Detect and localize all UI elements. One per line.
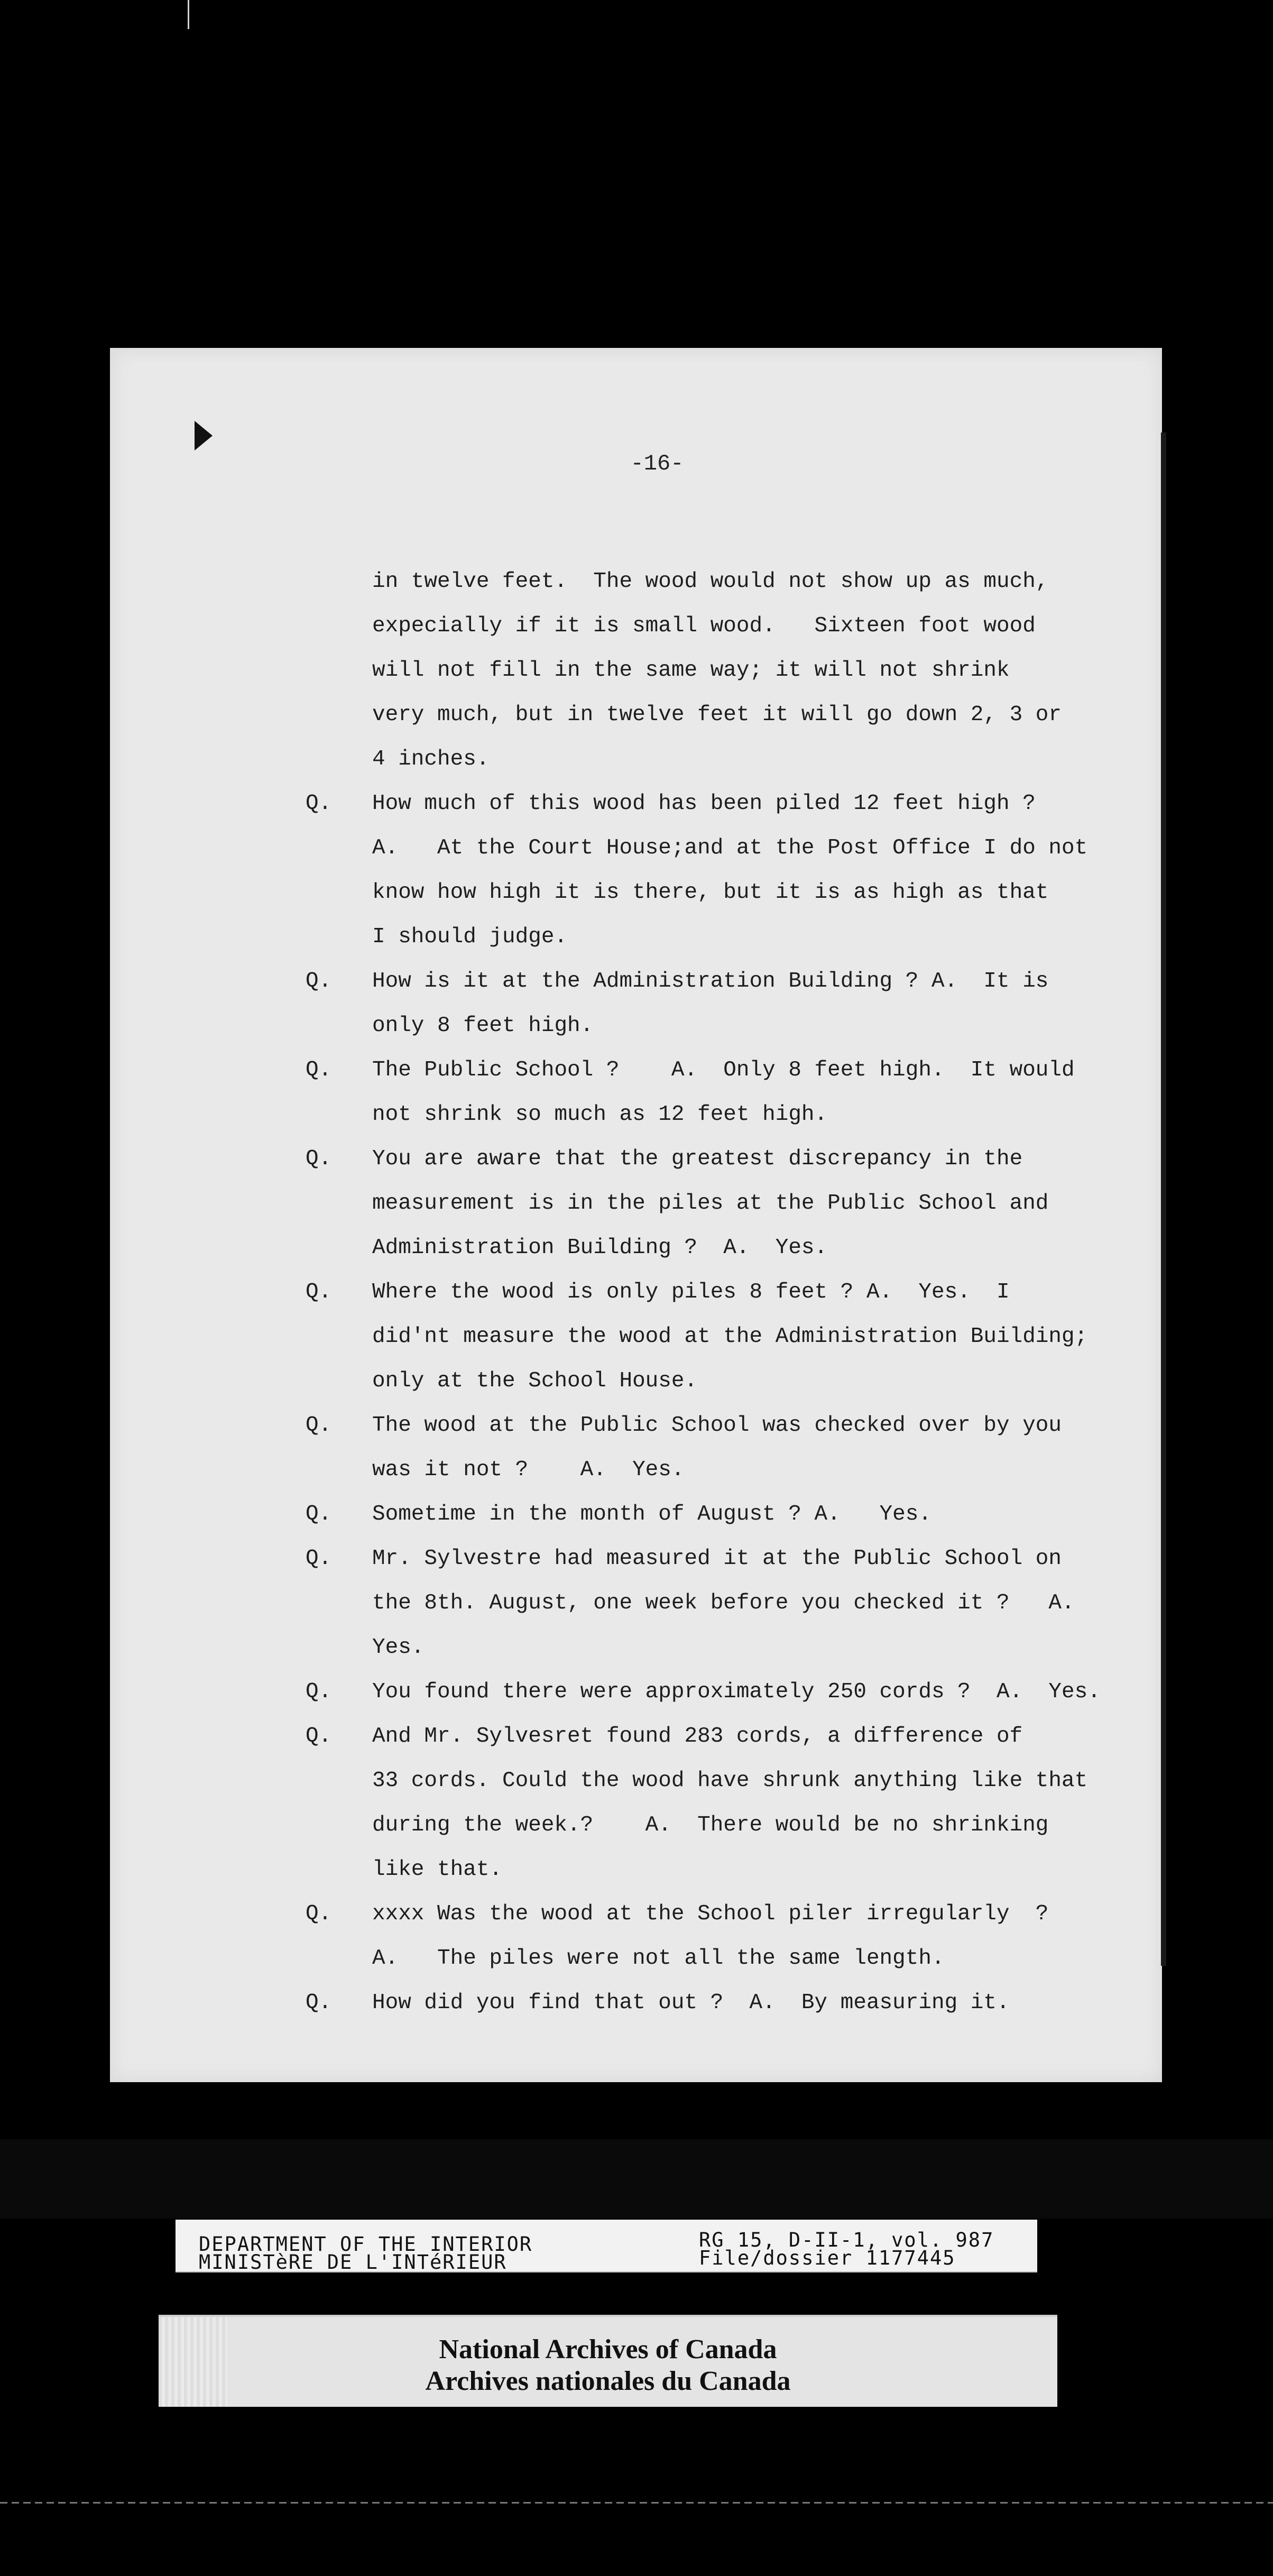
transcript-line — [110, 1048, 1162, 1092]
line-text: like that. — [372, 1857, 503, 1882]
transcript-line — [110, 1270, 1162, 1314]
department-name-fr: MINISTèRE DE L'INTéRIEUR — [199, 2251, 507, 2274]
question-marker: Q. — [306, 1991, 332, 2015]
line-text: Where the wood is only piles 8 feet ? A. Yes. I — [372, 1280, 1010, 1304]
record-group-reference: RG 15, D-II-1, vol. 987 — [699, 2229, 994, 2251]
department-name — [199, 2233, 533, 2274]
transcript-line — [110, 1892, 1162, 1936]
line-text: Yes. — [372, 1635, 425, 1660]
scan-edge-line — [0, 2502, 1273, 2504]
question-marker: Q. — [306, 1680, 332, 1704]
line-text: The wood at the Public School was checked over by you — [372, 1413, 1062, 1438]
line-text: How did you find that out ? A. By measuring it. — [372, 1991, 1010, 2015]
transcript-line — [110, 1670, 1162, 1714]
page-number: -16- — [630, 451, 684, 476]
transcript-line — [110, 1181, 1162, 1226]
transcript-line — [110, 1314, 1162, 1359]
line-text: Mr. Sylvestre had measured it at the Public School on — [372, 1547, 1062, 1571]
line-text: expecially if it is small wood. Sixteen foot wood — [372, 614, 1036, 638]
question-marker: Q. — [306, 1502, 332, 1526]
document-page — [110, 348, 1162, 2082]
line-text: A. At the Court House;and at the Post Office I do not — [372, 836, 1088, 860]
transcript-line — [110, 1936, 1162, 1981]
archives-name-fr: Archives nationales du Canada — [425, 2366, 791, 2396]
transcript-line — [110, 826, 1162, 870]
line-text: A. The piles were not all the same length. — [372, 1946, 945, 1971]
transcript-line — [110, 1226, 1162, 1270]
transcript-line — [110, 1714, 1162, 1759]
line-text: The Public School ? A. Only 8 feet high. It would — [372, 1058, 1075, 1082]
line-text: You found there were approximately 250 cords ? A. Yes. — [372, 1680, 1101, 1704]
line-text: during the week.? A. There would be no shrinking — [372, 1813, 1049, 1837]
transcript-line — [110, 1581, 1162, 1625]
file-reference: File/dossier 1177445 — [699, 2247, 956, 2269]
line-text: 4 inches. — [372, 747, 490, 771]
transcript-line — [110, 1981, 1162, 2025]
line-text: very much, but in twelve feet it will go down 2, 3 or — [372, 703, 1062, 727]
transcript-line — [110, 781, 1162, 826]
transcript-line — [110, 1448, 1162, 1492]
transcript-line — [110, 1492, 1162, 1537]
transcript-line — [110, 1625, 1162, 1670]
transcript-line — [110, 648, 1162, 693]
department-name-en: DEPARTMENT OF THE INTERIOR — [199, 2233, 533, 2256]
punch-hole-mark-icon — [195, 421, 213, 450]
transcript-line — [110, 1537, 1162, 1581]
line-text: How much of this wood has been piled 12 feet high ? — [372, 792, 1036, 816]
line-text: How is it at the Administration Building ? A. It is — [372, 969, 1049, 993]
line-text: I should judge. — [372, 925, 568, 949]
transcript-line — [110, 870, 1162, 915]
line-text: will not fill in the same way; it will not shrink — [372, 658, 1010, 683]
transcript-line — [110, 737, 1162, 781]
transcript-line — [110, 1759, 1162, 1803]
question-marker: Q. — [306, 969, 332, 993]
line-text: only 8 feet high. — [372, 1014, 594, 1038]
line-text: know how high it is there, but it is as high as that — [372, 880, 1049, 905]
transcript-line — [110, 915, 1162, 959]
transcript-line — [110, 604, 1162, 648]
line-text: Sometime in the month of August ? A. Yes. — [372, 1502, 931, 1526]
line-text: the 8th. August, one week before you checked it ? A. — [372, 1591, 1075, 1615]
line-text: not shrink so much as 12 feet high. — [372, 1102, 828, 1127]
question-marker: Q. — [306, 1547, 332, 1571]
transcript-body — [110, 559, 1162, 2025]
question-marker: Q. — [306, 1280, 332, 1304]
transcript-line — [110, 1137, 1162, 1181]
record-reference — [699, 2231, 994, 2267]
question-marker: Q. — [306, 1413, 332, 1438]
scanner-background-strip — [0, 2139, 1273, 2219]
line-text: You are aware that the greatest discrepancy in the — [372, 1147, 1023, 1171]
transcript-line — [110, 1803, 1162, 1847]
question-marker: Q. — [306, 1902, 332, 1926]
scan-edge-mark — [188, 0, 189, 29]
line-text: in twelve feet. The wood would not show up as much, — [372, 569, 1049, 594]
transcript-line — [110, 959, 1162, 1004]
line-text: 33 cords. Could the wood have shrunk anything like that — [372, 1769, 1088, 1793]
transcript-line — [110, 1403, 1162, 1448]
transcript-line — [110, 1092, 1162, 1137]
line-text: Administration Building ? A. Yes. — [372, 1236, 828, 1260]
line-text: did'nt measure the wood at the Administration Building; — [372, 1324, 1088, 1349]
transcript-line — [110, 1847, 1162, 1892]
question-marker: Q. — [306, 792, 332, 816]
question-marker: Q. — [306, 1147, 332, 1171]
transcript-line — [110, 1004, 1162, 1048]
line-text: only at the School House. — [372, 1369, 698, 1393]
transcript-line — [110, 1359, 1162, 1403]
question-marker: Q. — [306, 1724, 332, 1749]
transcript-line — [110, 693, 1162, 737]
line-text: And Mr. Sylvesret found 283 cords, a difference of — [372, 1724, 1023, 1749]
national-archives-stamp — [159, 2315, 1057, 2407]
archive-reference-label — [176, 2220, 1037, 2273]
line-text: measurement is in the piles at the Public School and — [372, 1191, 1049, 1216]
line-text: xxxx Was the wood at the School piler irregularly ? — [372, 1902, 1049, 1926]
line-text: was it not ? A. Yes. — [372, 1458, 685, 1482]
archives-name-en: National Archives of Canada — [439, 2334, 777, 2365]
transcript-line — [110, 559, 1162, 604]
question-marker: Q. — [306, 1058, 332, 1082]
